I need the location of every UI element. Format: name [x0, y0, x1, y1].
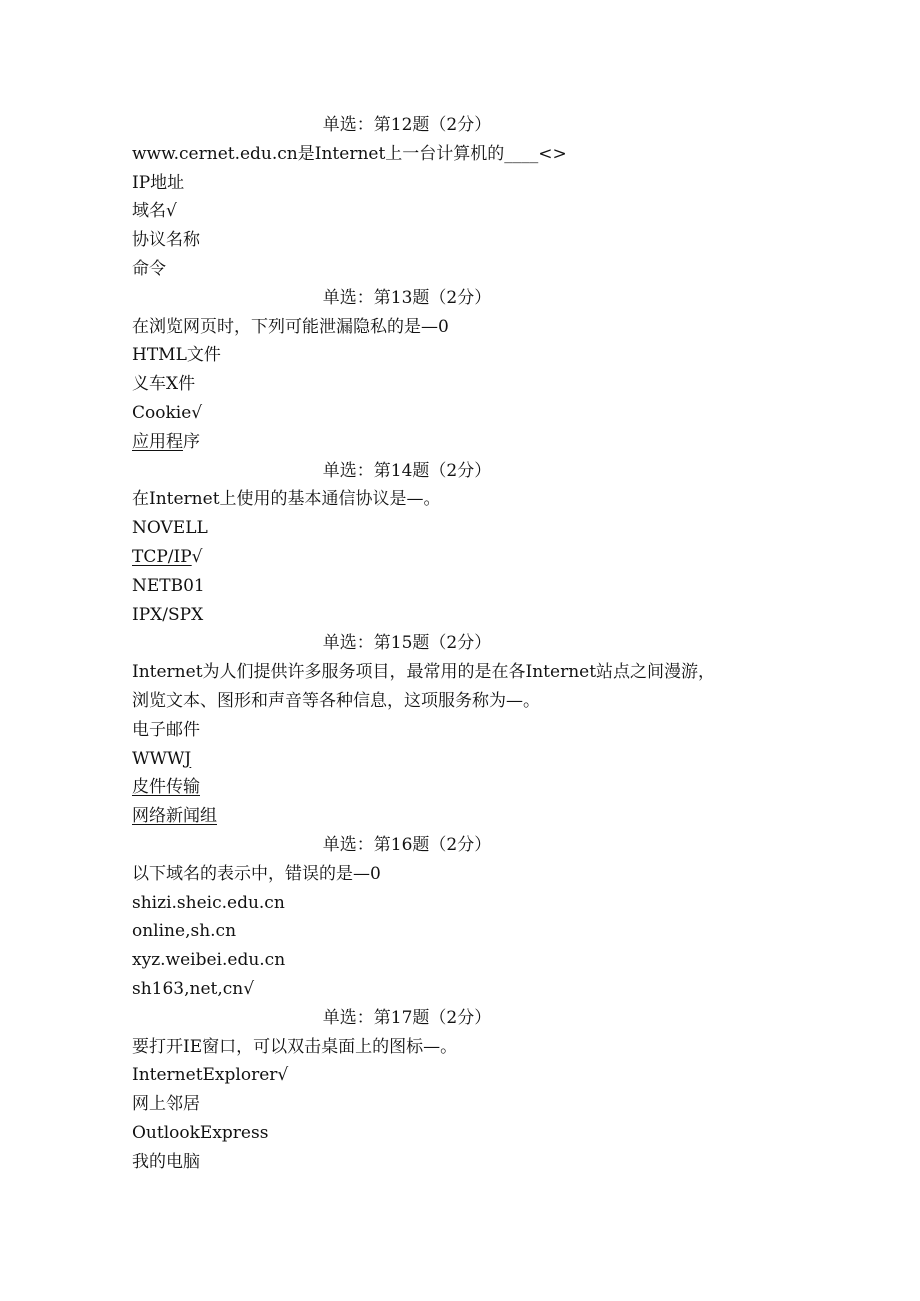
- underlined-text: J: [184, 748, 192, 769]
- answer-option: NOVELL: [132, 518, 208, 539]
- answer-option: 域名√: [132, 201, 177, 222]
- answer-option: 命令: [132, 258, 166, 279]
- question-stem: www.cernet.edu.cn是Internet上一台计算机的____<>: [132, 143, 567, 164]
- answer-option: [132, 802, 812, 831]
- answer-option: 应用程序: [132, 431, 200, 452]
- answer-option: WWWJ: [132, 748, 192, 769]
- answer-option: 网上邻居: [132, 1094, 200, 1115]
- answer-option: OutlookExpress: [132, 1122, 269, 1143]
- answer-option: TCP/IP√: [132, 546, 203, 567]
- question-stem: Internet为人们提供许多服务项目，最常用的是在各Internet站点之间漫游，: [132, 662, 716, 683]
- answer-option: IP地址: [132, 172, 185, 193]
- question-heading: 单选：第13题（2分）: [322, 287, 492, 308]
- question-heading: 单选：第12题（2分）: [322, 115, 492, 135]
- answer-option: online,sh.cn: [132, 921, 237, 942]
- answer-option: NETB01: [132, 575, 205, 596]
- answer-option: 电子邮件: [132, 719, 200, 740]
- underlined-text: 皮件传输: [132, 777, 200, 798]
- question-block: [132, 629, 812, 831]
- answer-option: shizi.sheic.edu.cn: [132, 892, 285, 913]
- question-stem: 以下域名的表示中，错误的是—0: [132, 863, 381, 884]
- question-stem: 要打开IE窗口，可以双击桌面上的图标—。: [132, 1036, 458, 1057]
- answer-option: InternetExplorer√: [132, 1065, 289, 1086]
- answer-option: Cookie√: [132, 402, 203, 423]
- question-block: [132, 831, 812, 1004]
- underlined-text: 网络新闻组: [132, 806, 217, 827]
- underlined-text: TCP/IP: [132, 546, 192, 567]
- underlined-text: 应用程: [132, 431, 183, 452]
- answer-option: HTML文件: [132, 345, 221, 366]
- question-heading: 单选：第17题（2分）: [322, 1007, 492, 1028]
- answer-option: 义车X件: [132, 374, 196, 395]
- question-heading: 单选：第16题（2分）: [322, 834, 492, 855]
- question-block: [132, 1004, 812, 1177]
- question-stem: 浏览文本、图形和声音等各种信息，这项服务称为—。: [132, 690, 540, 711]
- question-stem: 在Internet上使用的基本通信协议是—。: [132, 489, 441, 510]
- question-block: [132, 111, 812, 284]
- answer-option: [132, 773, 812, 802]
- answer-option: IPX/SPX: [132, 604, 204, 625]
- question-block: [132, 457, 812, 630]
- question-block: [132, 284, 812, 457]
- question-stem: 在浏览网页时，下列可能泄漏隐私的是—0: [132, 316, 449, 337]
- question-heading: 单选：第14题（2分）: [322, 460, 492, 481]
- answer-option: 我的电脑: [132, 1151, 200, 1172]
- answer-option: 协议名称: [132, 230, 200, 251]
- answer-option: xyz.weibei.edu.cn: [132, 950, 286, 971]
- question-heading: 单选：第15题（2分）: [322, 633, 492, 654]
- answer-option: sh163,net,cn√: [132, 978, 255, 999]
- quiz-document: [132, 111, 812, 1176]
